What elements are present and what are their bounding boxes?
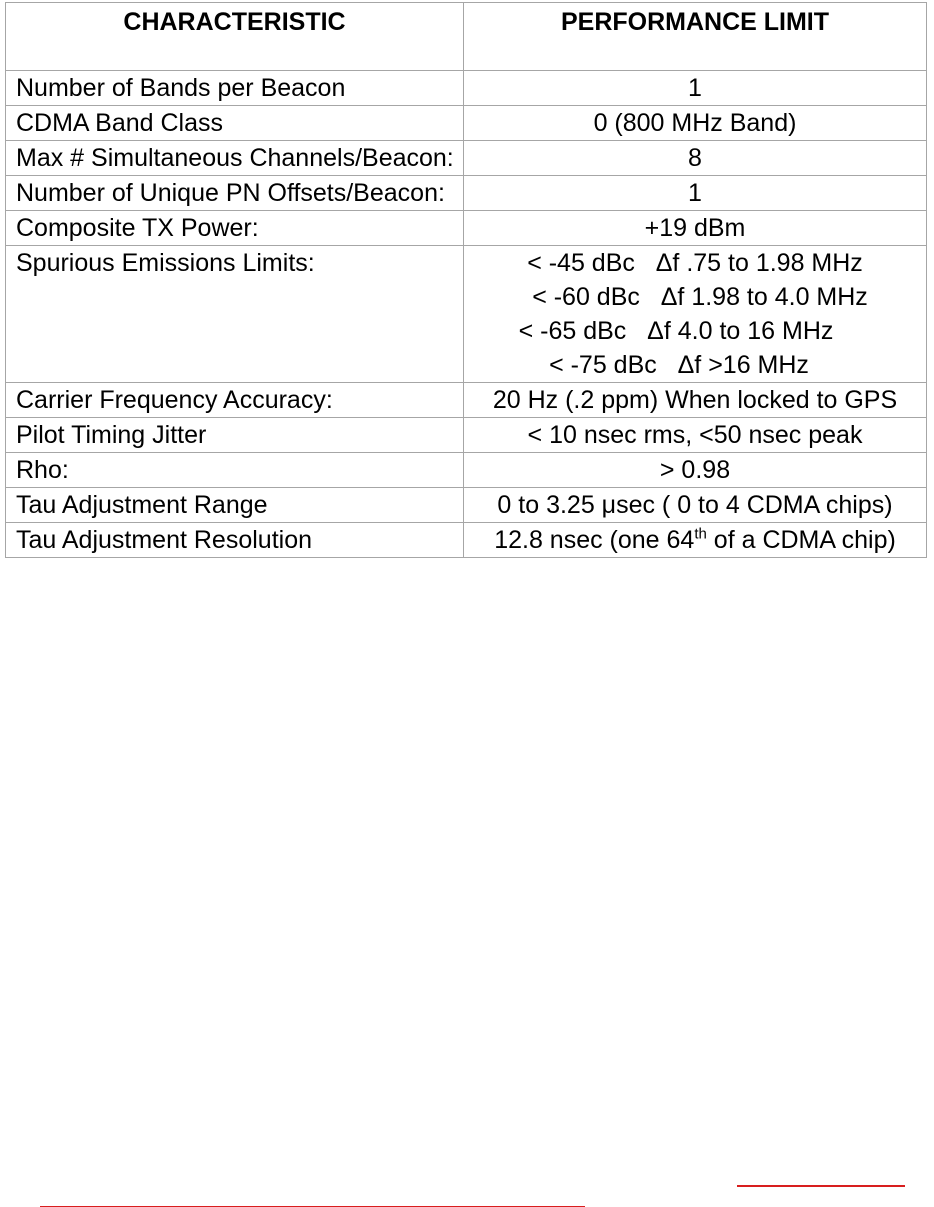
spurious-limit-line: < -45 dBc Δf .75 to 1.98 MHz (527, 249, 863, 277)
characteristic-cell: Number of Unique PN Offsets/Beacon: (6, 176, 464, 211)
performance-cell: 1 (464, 176, 927, 211)
characteristic-cell: CDMA Band Class (6, 106, 464, 141)
table-row (6, 453, 927, 488)
performance-cell: +19 dBm (464, 211, 927, 246)
red-underline-right (737, 1185, 905, 1187)
characteristic-cell: Tau Adjustment Range (6, 488, 464, 523)
table-row (6, 418, 927, 453)
table-row (6, 488, 927, 523)
performance-cell: 20 Hz (.2 ppm) When locked to GPS (464, 383, 927, 418)
characteristic-cell: Rho: (6, 453, 464, 488)
characteristic-cell: Number of Bands per Beacon (6, 71, 464, 106)
performance-cell: 8 (464, 141, 927, 176)
characteristic-cell: Spurious Emissions Limits: (6, 246, 464, 383)
spurious-limit-line: < -65 dBc Δf 4.0 to 16 MHz (518, 317, 834, 345)
ordinal-suffix: th (694, 525, 707, 543)
characteristic-cell: Pilot Timing Jitter (6, 418, 464, 453)
table-row (6, 211, 927, 246)
performance-cell: 0 to 3.25 μsec ( 0 to 4 CDMA chips) (464, 488, 927, 523)
table-row (6, 141, 927, 176)
table-row-spurious (6, 246, 927, 383)
performance-cell: 0 (800 MHz Band) (464, 106, 927, 141)
characteristic-cell: Carrier Frequency Accuracy: (6, 383, 464, 418)
header-performance: PERFORMANCE LIMIT (464, 3, 927, 71)
performance-cell: 1 (464, 71, 927, 106)
characteristic-cell: Composite TX Power: (6, 211, 464, 246)
table-row (6, 71, 927, 106)
performance-cell: < 10 nsec rms, <50 nsec peak (464, 418, 927, 453)
resolution-text-pre: 12.8 nsec (one 64 (494, 526, 695, 554)
table-row (6, 523, 927, 558)
performance-cell (464, 523, 927, 558)
characteristic-cell: Max # Simultaneous Channels/Beacon: (6, 141, 464, 176)
header-characteristic: CHARACTERISTIC (6, 3, 464, 71)
table-row (6, 383, 927, 418)
characteristic-cell: Tau Adjustment Resolution (6, 523, 464, 558)
resolution-text-post: of a CDMA chip) (706, 526, 896, 554)
spurious-limit-line: < -60 dBc Δf 1.98 to 4.0 MHz (532, 283, 868, 311)
spurious-limits-cell (464, 246, 927, 383)
header-row (6, 3, 927, 71)
table-row (6, 106, 927, 141)
table-row (6, 176, 927, 211)
performance-cell: > 0.98 (464, 453, 927, 488)
spurious-limit-line: < -75 dBc Δf >16 MHz (549, 351, 809, 379)
spec-table (5, 2, 927, 558)
